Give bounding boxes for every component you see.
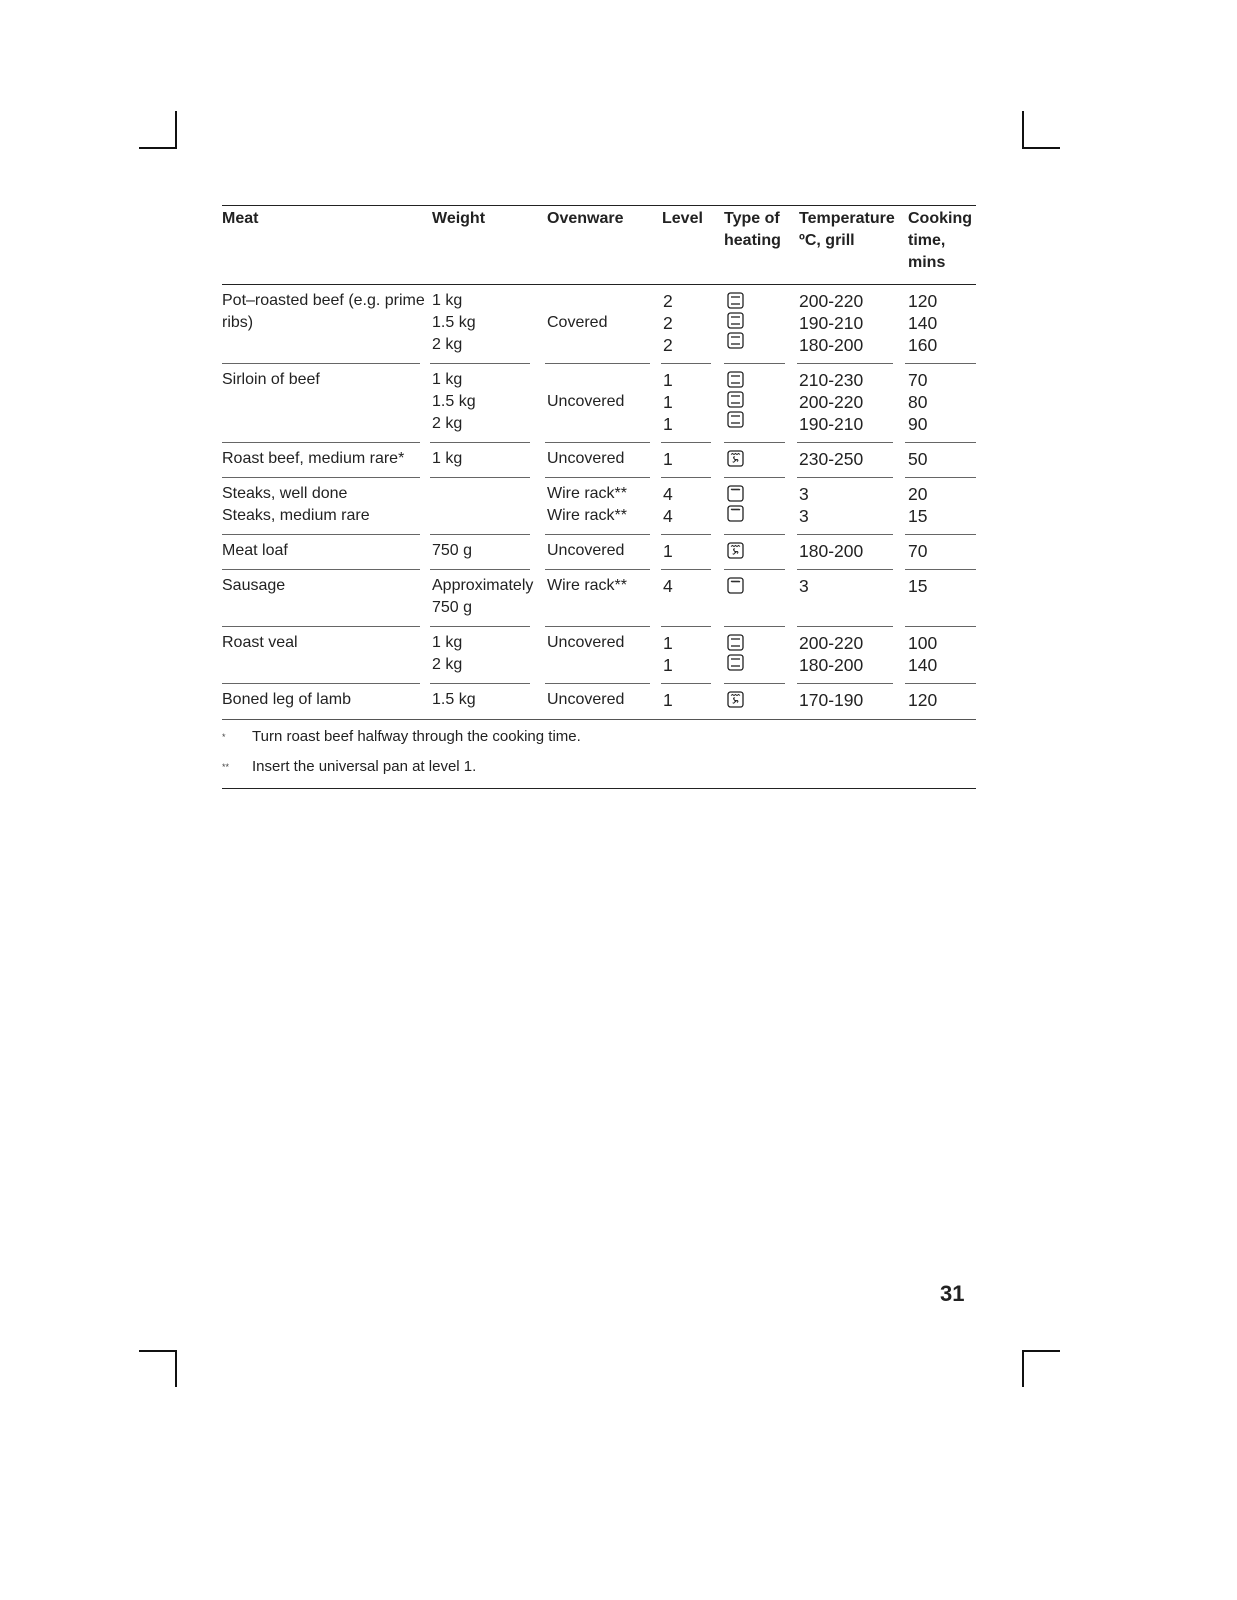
cell-time — [908, 632, 937, 676]
table-row — [222, 535, 976, 570]
meat-value: Steaks, medium rare — [222, 507, 370, 524]
cell-time — [908, 448, 927, 470]
table-row — [222, 364, 976, 443]
time-value: 140 — [908, 655, 938, 675]
footnote-1-mark: * — [222, 732, 226, 742]
level-value: 2 — [663, 313, 673, 333]
level-value: 4 — [663, 484, 673, 504]
cell-temperature — [799, 369, 863, 435]
cell-meat — [222, 483, 370, 527]
ovenware-value: Wire rack** — [547, 485, 628, 502]
temperature-value: 190-210 — [799, 313, 864, 333]
cell-ovenware — [547, 448, 624, 470]
cell-time — [908, 689, 937, 711]
time-value: 70 — [908, 370, 928, 390]
cell-meat — [222, 448, 404, 470]
time-value: 15 — [908, 576, 928, 596]
header-level: Level — [662, 210, 703, 227]
meat-value: Boned leg of lamb — [222, 691, 351, 708]
top-bottom-heat-icon — [727, 654, 744, 671]
weight-value: 1 kg — [432, 371, 463, 388]
table-row — [222, 285, 976, 364]
weight-value: 1 kg — [432, 292, 463, 309]
crop-mark-bottom-left-h — [139, 1350, 177, 1352]
temperature-value: 180-200 — [799, 335, 864, 355]
level-value: 4 — [663, 506, 673, 526]
ovenware-value: Uncovered — [547, 634, 625, 651]
meat-value: Roast beef, medium rare* — [222, 450, 405, 467]
header-temperature: Temperature ºC, grill — [799, 210, 895, 249]
cell-heating — [727, 369, 744, 431]
header-ovenware: Ovenware — [547, 210, 624, 227]
table-body — [222, 285, 976, 720]
weight-value: 1 kg — [432, 450, 463, 467]
cell-heating — [727, 290, 744, 352]
cell-ovenware — [547, 689, 624, 711]
cell-temperature — [799, 448, 863, 470]
page-number: 31 — [940, 1281, 965, 1306]
time-value: 120 — [908, 291, 938, 311]
crop-mark-bottom-right-v — [1022, 1350, 1024, 1387]
ovenware-value: Covered — [547, 314, 608, 331]
level-value: 1 — [663, 690, 673, 710]
top-bottom-heat-icon — [727, 292, 744, 309]
weight-value: 1.5 kg — [432, 691, 476, 708]
footnote-2-text: Insert the universal pan at level 1. — [252, 758, 477, 775]
footnote-1-text: Turn roast beef halfway through the cooking time. — [252, 728, 581, 745]
temperature-value: 230-250 — [799, 449, 864, 469]
cell-heating — [727, 448, 744, 470]
cell-heating — [727, 632, 744, 674]
temperature-value: 3 — [799, 576, 809, 596]
cell-level — [663, 540, 673, 562]
crop-mark-top-left-v — [175, 111, 177, 148]
cell-meat — [222, 575, 285, 597]
meat-value: Meat loaf — [222, 542, 288, 559]
table-header — [222, 206, 976, 285]
ovenware-value: Wire rack** — [547, 577, 628, 594]
top-bottom-heat-icon — [727, 371, 744, 388]
cell-ovenware — [547, 632, 624, 654]
cell-level — [663, 689, 673, 711]
time-value: 120 — [908, 690, 938, 710]
temperature-value: 210-230 — [799, 370, 864, 390]
full-surface-grill-icon — [727, 485, 744, 502]
cell-weight — [432, 290, 476, 356]
time-value: 140 — [908, 313, 938, 333]
weight-value: Approximately — [432, 577, 534, 594]
level-value: 1 — [663, 633, 673, 653]
temperature-value: 180-200 — [799, 655, 864, 675]
crop-mark-top-left-h — [139, 147, 177, 149]
cell-temperature — [799, 290, 863, 356]
weight-value: 1.5 kg — [432, 393, 476, 410]
cell-temperature — [799, 483, 809, 527]
temperature-value: 200-220 — [799, 392, 864, 412]
cell-weight — [432, 575, 533, 619]
footnote-2 — [222, 756, 976, 786]
temperature-value: 3 — [799, 484, 809, 504]
time-value: 20 — [908, 484, 928, 504]
footnotes — [222, 720, 976, 789]
footnote-2-mark: ** — [222, 762, 230, 772]
cell-temperature — [799, 540, 863, 562]
crop-mark-bottom-right-h — [1022, 1350, 1060, 1352]
top-bottom-heat-icon — [727, 411, 744, 428]
level-value: 1 — [663, 370, 673, 390]
hot-air-grill-icon — [727, 542, 744, 559]
time-value: 90 — [908, 414, 928, 434]
level-value: 4 — [663, 576, 673, 596]
ovenware-value: Uncovered — [547, 542, 625, 559]
cell-meat — [222, 290, 425, 334]
table-row — [222, 684, 976, 720]
temperature-value: 200-220 — [799, 291, 864, 311]
temperature-value: 3 — [799, 506, 809, 526]
cell-level — [663, 448, 673, 470]
ovenware-value: Uncovered — [547, 691, 625, 708]
cell-heating — [727, 689, 744, 711]
meat-value: Sirloin of beef — [222, 371, 320, 388]
weight-value: 2 kg — [432, 415, 463, 432]
roasting-table — [222, 205, 976, 789]
level-value: 2 — [663, 335, 673, 355]
table-row — [222, 627, 976, 684]
crop-mark-top-right-h — [1022, 147, 1060, 149]
time-value: 100 — [908, 633, 938, 653]
time-value: 80 — [908, 392, 928, 412]
cell-weight — [432, 448, 462, 470]
ovenware-value: Uncovered — [547, 450, 625, 467]
top-bottom-heat-icon — [727, 332, 744, 349]
cell-heating — [727, 483, 744, 525]
weight-value: 1.5 kg — [432, 314, 476, 331]
cell-level — [663, 483, 673, 527]
cell-ovenware — [547, 540, 624, 562]
temperature-value: 200-220 — [799, 633, 864, 653]
meat-value: Pot–roasted beef (e.g. prime — [222, 292, 425, 309]
temperature-value: 170-190 — [799, 690, 864, 710]
header-cooking-time: Cooking time, mins — [908, 210, 972, 271]
weight-value: 750 g — [432, 542, 473, 559]
cell-level — [663, 369, 673, 435]
weight-value: 1 kg — [432, 634, 463, 651]
level-value: 1 — [663, 414, 673, 434]
crop-mark-top-right-v — [1022, 111, 1024, 148]
level-value: 1 — [663, 392, 673, 412]
cell-level — [663, 632, 673, 676]
cell-meat — [222, 369, 320, 391]
top-bottom-heat-icon — [727, 391, 744, 408]
cell-weight — [432, 632, 462, 676]
cell-ovenware — [547, 369, 624, 413]
meat-value: Sausage — [222, 577, 286, 594]
cell-meat — [222, 632, 298, 654]
table-row — [222, 443, 976, 478]
ovenware-value: Uncovered — [547, 393, 625, 410]
crop-mark-bottom-left-v — [175, 1350, 177, 1387]
full-surface-grill-icon — [727, 505, 744, 522]
cell-meat — [222, 540, 288, 562]
footnote-1 — [222, 726, 976, 756]
time-value: 50 — [908, 449, 928, 469]
cell-temperature — [799, 575, 809, 597]
temperature-value: 190-210 — [799, 414, 864, 434]
cell-heating — [727, 575, 744, 597]
level-value: 2 — [663, 291, 673, 311]
cell-time — [908, 290, 937, 356]
level-value: 1 — [663, 449, 673, 469]
table-row — [222, 478, 976, 535]
time-value: 70 — [908, 541, 928, 561]
cell-temperature — [799, 632, 863, 676]
cell-weight — [432, 540, 472, 562]
header-type-of-heating: Type of heating — [724, 210, 781, 249]
header-weight: Weight — [432, 210, 486, 227]
full-surface-grill-icon — [727, 577, 744, 594]
time-value: 160 — [908, 335, 938, 355]
ovenware-value: Wire rack** — [547, 507, 628, 524]
meat-value: ribs) — [222, 314, 254, 331]
ovenware-value — [547, 290, 607, 312]
weight-value: 2 kg — [432, 656, 463, 673]
meat-value: Steaks, well done — [222, 485, 348, 502]
cell-ovenware — [547, 483, 627, 527]
hot-air-grill-icon — [727, 450, 744, 467]
meat-value: Roast veal — [222, 634, 298, 651]
cell-level — [663, 290, 673, 356]
cell-weight — [432, 689, 476, 711]
time-value: 15 — [908, 506, 928, 526]
cell-meat — [222, 689, 351, 711]
weight-value: 2 kg — [432, 336, 463, 353]
top-bottom-heat-icon — [727, 312, 744, 329]
cell-heating — [727, 540, 744, 562]
level-value: 1 — [663, 541, 673, 561]
header-meat: Meat — [222, 210, 259, 227]
hot-air-grill-icon — [727, 691, 744, 708]
weight-value: 750 g — [432, 599, 473, 616]
cell-level — [663, 575, 673, 597]
cell-time — [908, 575, 927, 597]
level-value: 1 — [663, 655, 673, 675]
cell-time — [908, 369, 927, 435]
cell-time — [908, 483, 927, 527]
cell-time — [908, 540, 927, 562]
temperature-value: 180-200 — [799, 541, 864, 561]
cell-weight — [432, 369, 476, 435]
top-bottom-heat-icon — [727, 634, 744, 651]
cell-temperature — [799, 689, 863, 711]
cell-ovenware — [547, 575, 627, 597]
ovenware-value — [547, 369, 624, 391]
cell-ovenware — [547, 290, 607, 334]
table-row — [222, 570, 976, 627]
